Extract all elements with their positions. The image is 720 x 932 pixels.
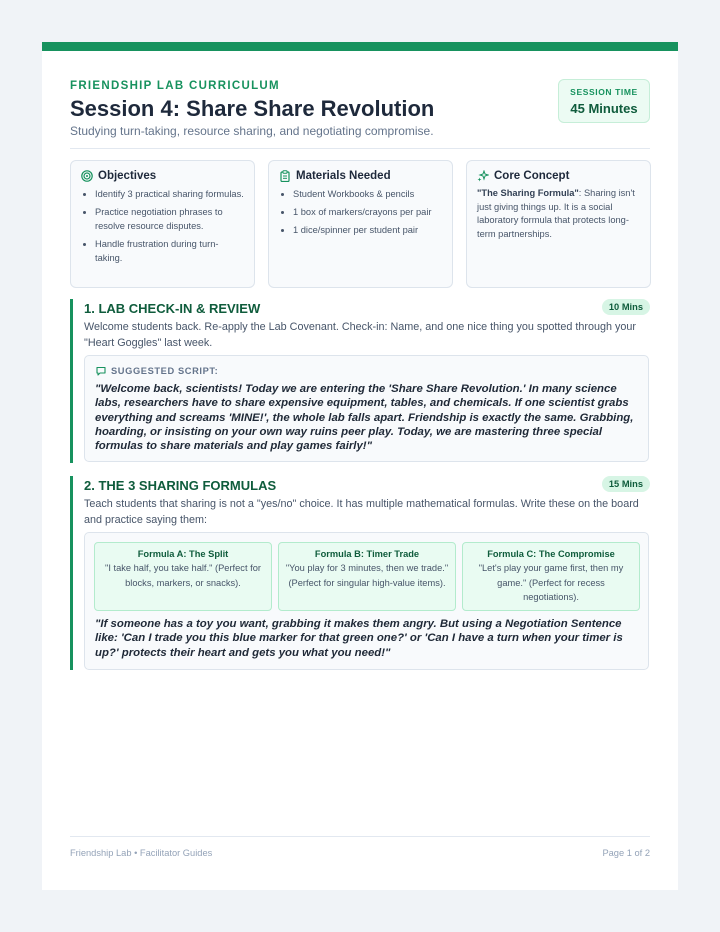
- section-title: 2. THE 3 SHARING FORMULAS: [84, 478, 277, 493]
- session-time-value: 45 Minutes: [570, 101, 638, 116]
- formulas-box: [84, 532, 649, 670]
- list-item: • Practice negotiation phrases to resolve resource disputes.: [95, 205, 244, 233]
- materials-header: [279, 170, 442, 182]
- materials-list: [279, 187, 442, 237]
- script-label-text: SUGGESTED SCRIPT:: [111, 366, 219, 376]
- target-icon: [81, 170, 93, 182]
- list-item: • 1 dice/spinner per student pair: [293, 223, 442, 237]
- section-sharing-formulas: [70, 476, 650, 670]
- formula-text: "Let's play your game first, then my game." (Perfect for recess negotiations).: [478, 563, 624, 602]
- negotiation-quote: "If someone has a toy you want, grabbing it makes them angry. But using a Negotiation Sentence like: 'Can I trade you this blue marker for that green one?' or 'Can I have a turn when your timer is up?' protects their heart and gets you what you need!": [95, 618, 623, 659]
- page-title: Session 4: Share Share Revolution: [70, 96, 435, 121]
- section-check-in: [70, 299, 650, 463]
- list-item: • 1 box of markers/crayons per pair: [293, 205, 442, 219]
- page-number: Page 1 of 2: [602, 848, 650, 858]
- section-description: Welcome students back. Re-apply the Lab Covenant. Check-in: Name, and one nice thing you spotted through your "Heart Goggles" last week.: [84, 321, 636, 349]
- materials-card: [268, 160, 453, 288]
- core-concept-term: "The Sharing Formula": [477, 188, 579, 198]
- materials-title: Materials Needed: [296, 170, 391, 182]
- list-item: • Student Workbooks & pencils: [293, 187, 442, 201]
- section-title: 1. LAB CHECK-IN & REVIEW: [84, 301, 261, 316]
- formula-card: [94, 542, 272, 611]
- curriculum-eyebrow: FRIENDSHIP LAB CURRICULUM: [70, 80, 280, 92]
- suggested-script-text: "Welcome back, scientists! Today we are entering the 'Share Share Revolution.' In many science labs, researchers have to share expensive equipment, tables, and chemicals. If one scientist grabs everything and screams 'MINE!', the whole lab falls apart. Friendship is exactly the same. Grabbing, hoarding, or insisting on your own way ruins peer play. Today, we are mastering three special formulas to share materials and play games fairly!": [95, 383, 634, 453]
- session-time-badge: [558, 79, 650, 123]
- footer-brand: Friendship Lab • Facilitator Guides: [70, 848, 213, 858]
- duration-badge: 10 Mins: [602, 299, 650, 315]
- core-concept-card: [466, 160, 651, 288]
- formula-text: "I take half, you take half." (Perfect for blocks, markers, or snacks).: [105, 563, 261, 588]
- list-item: • Identify 3 practical sharing formulas.: [95, 187, 244, 201]
- formula-card: [278, 542, 456, 611]
- objectives-title: Objectives: [98, 170, 157, 182]
- list-item: • Handle frustration during turn-taking.: [95, 237, 244, 265]
- document-page: [42, 42, 678, 890]
- core-concept-header: [477, 170, 640, 182]
- footer-divider: [70, 836, 650, 837]
- formula-title: Formula A: The Split: [137, 549, 229, 559]
- objectives-card: [70, 160, 255, 288]
- core-concept-title: Core Concept: [494, 170, 570, 182]
- duration-badge: 15 Mins: [602, 476, 650, 492]
- core-concept-text: [477, 187, 640, 241]
- objectives-header: [81, 170, 244, 182]
- page-subtitle: Studying turn-taking, resource sharing, and negotiating compromise.: [70, 124, 434, 138]
- script-label: [96, 366, 218, 376]
- formula-title: Formula B: Timer Trade: [314, 549, 420, 559]
- formula-title: Formula C: The Compromise: [487, 549, 615, 559]
- objectives-list: [81, 187, 244, 265]
- formula-card: [462, 542, 640, 611]
- clipboard-icon: [279, 170, 291, 182]
- formula-text: "You play for 3 minutes, then we trade." (Perfect for singular high-value items).: [285, 563, 449, 588]
- speech-bubble-icon: [96, 366, 106, 376]
- sparkles-icon: [477, 170, 489, 182]
- core-concept-body: : Sharing isn't just giving things up. It is a social laboratory formula that protects long-term partnerships.: [477, 188, 635, 239]
- accent-bar: [42, 42, 678, 51]
- suggested-script-box: [84, 355, 649, 462]
- header-divider: [70, 148, 650, 149]
- section-description: Teach students that sharing is not a "yes/no" choice. It has multiple mathematical formulas. Write these on the board and practice saying them:: [84, 498, 639, 526]
- session-time-label: SESSION TIME: [570, 87, 638, 97]
